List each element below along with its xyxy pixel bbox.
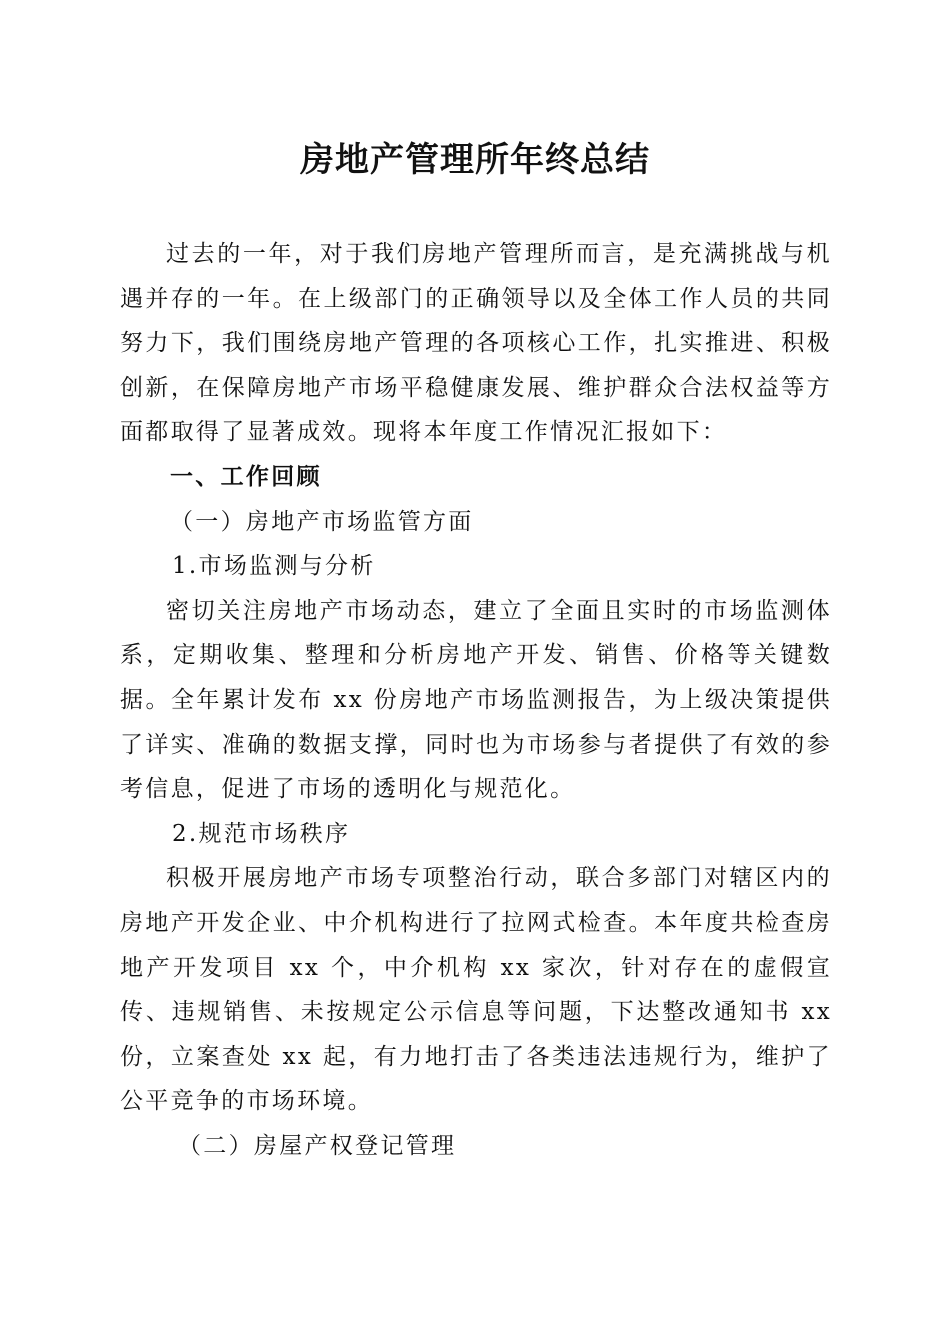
document-title: 房地产管理所年终总结 <box>300 140 650 180</box>
market-order-paragraph: 积极开展房地产市场专项整治行动，联合多部门对辖区内的房地产开发企业、中介机构进行了拉网式检查。本年度共检查房地产开发项目 xx 个，中介机构 xx 家次，针对存在的虚假宣传、违规销售、未按规定公示信息等问题，下达整改通知书 xx 份，立案查处 xx 起，有力地打击了各类违法违规行为，维护了公平竞争的市场环境。 <box>120 865 832 1115</box>
section-heading-work-review: 一、工作回顾 <box>170 463 322 490</box>
subsection-heading-market-supervision: （一）房地产市场监管方面 <box>170 508 474 535</box>
intro-paragraph: 过去的一年，对于我们房地产管理所而言，是充满挑战与机遇并存的一年。在上级部门的正确领导以及全体工作人员的共同努力下，我们围绕房地产管理的各项核心工作，扎实推进、积极创新，在保障房地产市场平稳健康发展、维护群众合法权益等方面都取得了显著成效。现将本年度工作情况汇报如下： <box>120 241 832 446</box>
item-heading-market-monitoring: 1.市场监测与分析 <box>172 553 376 580</box>
item-heading-market-order: 2.规范市场秩序 <box>172 820 351 847</box>
document-body <box>120 232 832 1168</box>
market-monitoring-paragraph: 密切关注房地产市场动态，建立了全面且实时的市场监测体系，定期收集、整理和分析房地产开发、销售、价格等关键数据。全年累计发布 xx 份房地产市场监测报告，为上级决策提供了详实、准确的数据支撑，同时也为市场参与者提供了有效的参考信息，促进了市场的透明化与规范化。 <box>120 597 832 803</box>
subsection-heading-property-registration: （二）房屋产权登记管理 <box>178 1132 457 1159</box>
